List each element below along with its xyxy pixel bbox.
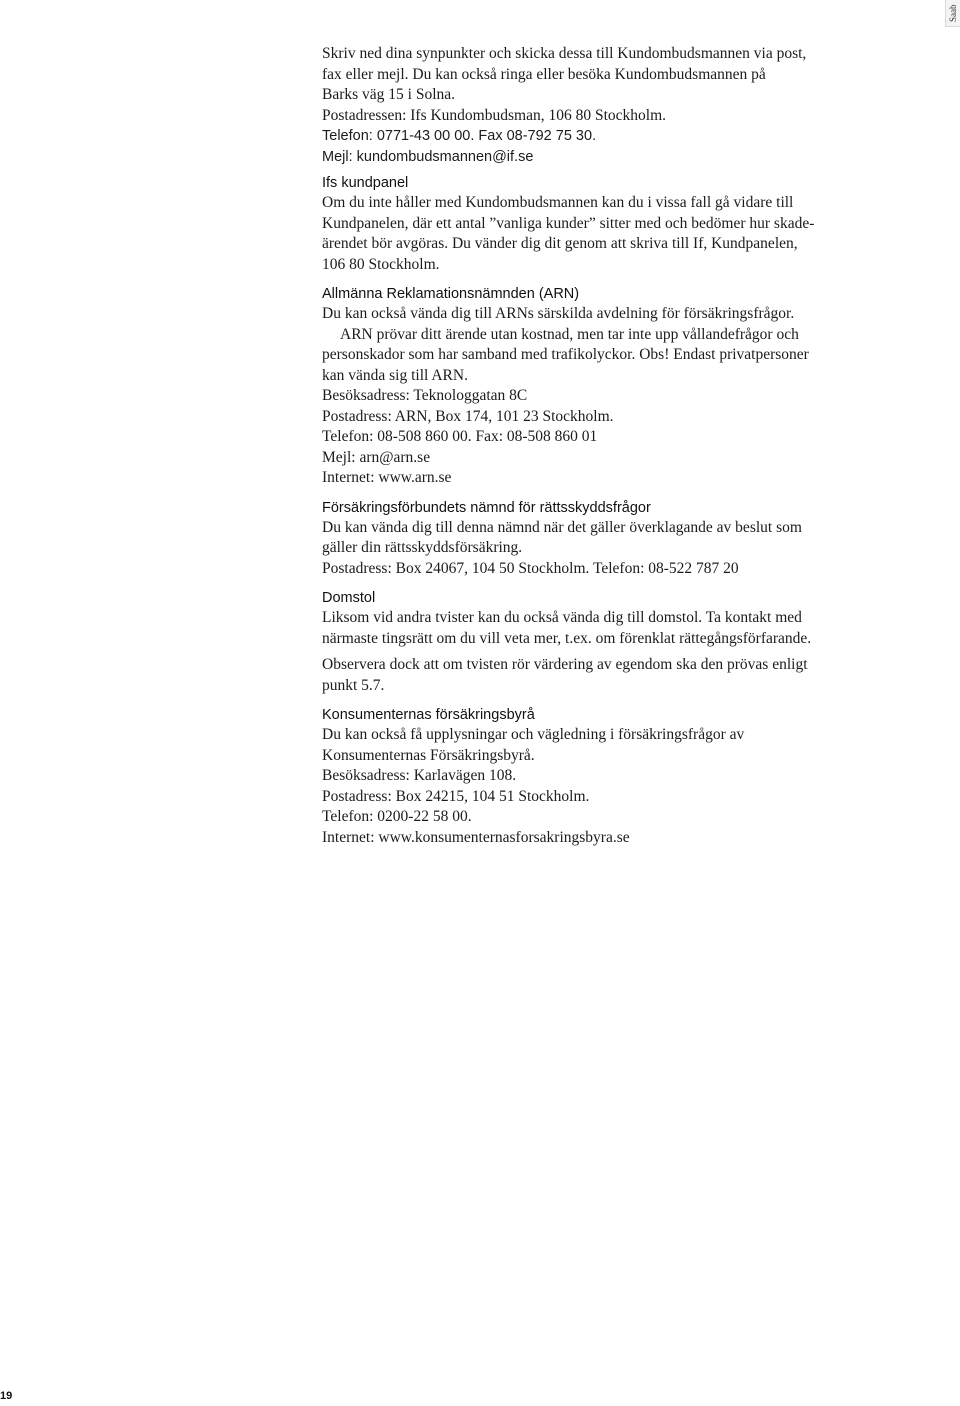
website-address: Internet: www.arn.se — [322, 469, 452, 486]
side-tab — [945, 0, 960, 27]
body-line: ARN prövar ditt ärende utan kostnad, men tar inte upp vållandefrågor och — [340, 325, 799, 343]
ifs-kundpanel-section — [322, 173, 882, 275]
body-line: Du kan vända dig till denna nämnd när det gäller överklagande av beslut som — [322, 518, 802, 536]
side-tab-label: Saab — [948, 4, 958, 22]
visiting-address: Besöksadress: Karlavägen 108. — [322, 767, 517, 784]
postal-address: Postadress: ARN, Box 174, 101 23 Stockholm. — [322, 407, 614, 425]
body-line: ärendet bör avgöras. Du vänder dig dit genom att skriva till If, Kundpanelen, — [322, 235, 798, 252]
email-address: Mejl: arn@arn.se — [322, 448, 431, 466]
section-heading: Ifs kundpanel — [322, 175, 409, 191]
section-heading: Domstol — [322, 590, 376, 606]
postal-address: Postadress: Box 24067, 104 50 Stockholm. Telefon: 08-522 787 20 — [322, 559, 739, 577]
body-line: gäller din rättsskyddsförsäkring. — [322, 539, 523, 556]
intro-line: fax eller mejl. Du kan också ringa eller besöka Kundombudsmannen på — [322, 65, 766, 83]
forsakringsforbundet-section — [322, 498, 882, 580]
section-heading: Allmänna Reklamationsnämnden (ARN) — [322, 286, 580, 302]
phone-fax: Telefon: 08-508 860 00. Fax: 08-508 860 01 — [322, 428, 598, 445]
body-line: Konsumenternas Försäkringsbyrå. — [322, 746, 535, 764]
page-number: 19 — [0, 1390, 13, 1402]
postal-address: Postadress: Box 24215, 104 51 Stockholm. — [322, 787, 590, 805]
body-line: Om du inte håller med Kundombudsmannen kan du i vissa fall gå vidare till — [322, 194, 794, 211]
body-line: Observera dock att om tvisten rör värdering av egendom ska den prövas enligt — [322, 656, 808, 673]
intro-line: Mejl: kundombudsmannen@if.se — [322, 148, 534, 165]
intro-line: Telefon: 0771-43 00 00. Fax 08-792 75 30. — [322, 128, 597, 144]
body-line: kan vända sig till ARN. — [322, 366, 468, 384]
section-heading: Försäkringsförbundets nämnd för rättsskyddsfrågor — [322, 499, 651, 516]
body-line: personskador som har samband med trafikolyckor. Obs! Endast privatpersoner — [322, 346, 809, 363]
domstol-note — [322, 655, 882, 696]
website-address: Internet: www.konsumenternasforsakringsbyra.se — [322, 828, 630, 846]
intro-line: Skriv ned dina synpunkter och skicka dessa till Kundombudsmannen via post, — [322, 45, 807, 62]
domstol-section — [322, 588, 882, 696]
body-line: 106 80 Stockholm. — [322, 255, 440, 273]
intro-line: Postadressen: Ifs Kundombudsman, 106 80 Stockholm. — [322, 106, 666, 124]
visiting-address: Besöksadress: Teknologgatan 8C — [322, 387, 528, 404]
konsumenternas-section — [322, 705, 882, 848]
document-body — [322, 44, 882, 848]
body-line: Liksom vid andra tvister kan du också vända dig till domstol. Ta kontakt med — [322, 609, 802, 626]
body-line: Du kan också få upplysningar och vägledning i försäkringsfrågor av — [322, 726, 745, 743]
body-line: Kundpanelen, där ett antal ”vanliga kunder” sitter med och bedömer hur skade- — [322, 214, 815, 232]
body-line: Du kan också vända dig till ARNs särskilda avdelning för försäkringsfrågor. — [322, 305, 795, 322]
section-heading: Konsumenternas försäkringsbyrå — [322, 707, 535, 723]
phone-number: Telefon: 0200-22 58 00. — [322, 808, 472, 825]
intro-section — [322, 44, 882, 167]
intro-line: Barks väg 15 i Solna. — [322, 86, 456, 103]
body-line: punkt 5.7. — [322, 676, 385, 694]
arn-section — [322, 284, 882, 489]
body-line: närmaste tingsrätt om du vill veta mer, t.ex. om förenklat rättegångsförfarande. — [322, 629, 812, 647]
